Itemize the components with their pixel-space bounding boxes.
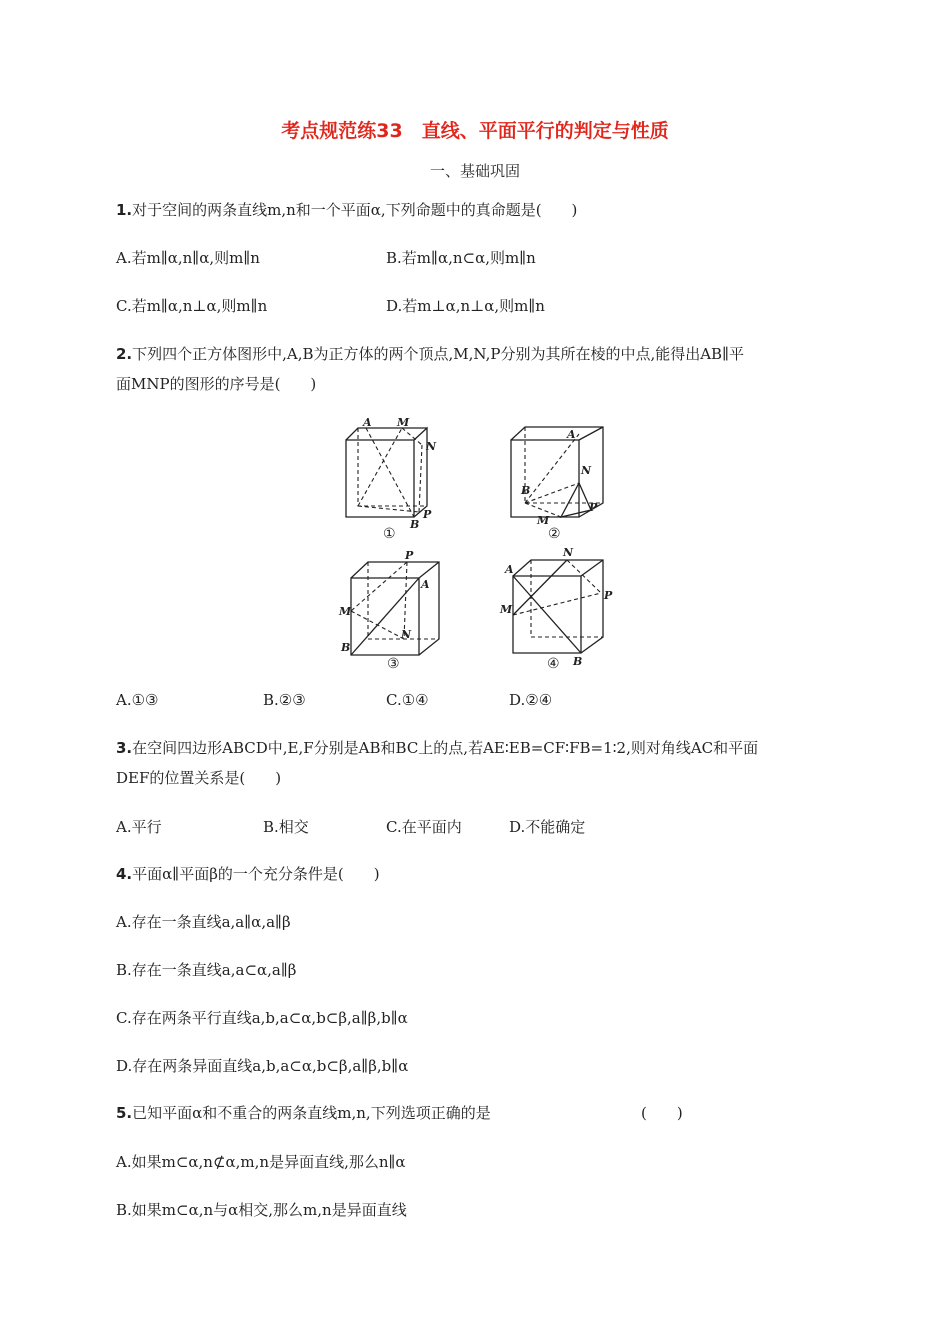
- label-m: M: [397, 416, 410, 429]
- label-n: N: [581, 464, 592, 477]
- cube-figure-4: [497, 543, 617, 676]
- label-n: N: [563, 546, 574, 559]
- question-number: 4.: [116, 865, 133, 883]
- cube-figure-2: [495, 410, 615, 545]
- question-3-option-c: C.在平面内: [386, 818, 462, 836]
- section-heading: 一、基础巩固: [429, 162, 520, 180]
- question-1-option-a: A.若m∥α,n∥α,则m∥n: [116, 249, 260, 267]
- question-text: 在空间四边形ABCD中,E,F分别是AB和BC上的点,若AE∶EB=CF∶FB=1∶2,则对角线AC和平面: [132, 739, 759, 757]
- question-number: 5.: [116, 1104, 133, 1122]
- question-4-option-b: B.存在一条直线a,a⊂α,a∥β: [116, 961, 297, 979]
- figure-caption: ④: [547, 656, 560, 672]
- figure-caption: ①: [383, 526, 396, 542]
- label-m: M: [537, 514, 550, 527]
- figure-caption: ②: [548, 526, 561, 542]
- question-text: 已知平面α和不重合的两条直线m,n,下列选项正确的是: [132, 1104, 491, 1122]
- label-a: A: [363, 416, 372, 429]
- label-b: B: [573, 655, 583, 668]
- label-p: P: [423, 508, 432, 521]
- question-text: 对于空间的两条直线m,n和一个平面α,下列命题中的真命题是( ): [132, 201, 578, 219]
- question-3-stem: [116, 738, 758, 758]
- question-number: 2.: [116, 345, 133, 363]
- question-2-stem-cont: 面MNP的图形的序号是( ): [116, 375, 317, 393]
- question-2-option-c: C.①④: [386, 691, 429, 709]
- question-text: 平面α∥平面β的一个充分条件是( ): [132, 865, 380, 883]
- question-1-option-d: D.若m⊥α,n⊥α,则m∥n: [386, 297, 545, 315]
- label-p: P: [604, 589, 613, 602]
- question-4-stem: [116, 864, 380, 884]
- question-3-option-d: D.不能确定: [509, 818, 586, 836]
- cube-figure-3: [335, 548, 455, 676]
- page-title: 考点规范练33 直线、平面平行的判定与性质: [281, 120, 669, 142]
- label-p: P: [405, 549, 414, 562]
- label-a: A: [567, 428, 576, 441]
- label-n: N: [426, 440, 437, 453]
- question-1-option-c: C.若m∥α,n⊥α,则m∥n: [116, 297, 268, 315]
- question-2-stem: [116, 344, 744, 364]
- question-4-option-a: A.存在一条直线a,a∥α,a∥β: [116, 913, 291, 931]
- question-4-option-d: D.存在两条异面直线a,b,a⊂α,b⊂β,a∥β,b∥α: [116, 1057, 409, 1075]
- question-text: 下列四个正方体图形中,A,B为正方体的两个顶点,M,N,P分别为其所在棱的中点,能得出AB∥平: [132, 345, 745, 363]
- question-5-stem: [116, 1103, 491, 1123]
- question-3-option-a: A.平行: [116, 818, 162, 836]
- cube-figure-1: [330, 410, 450, 545]
- label-n: N: [401, 628, 412, 641]
- label-b: B: [521, 484, 531, 497]
- question-2-option-a: A.①③: [116, 691, 159, 709]
- label-b: B: [410, 518, 420, 531]
- answer-bracket: ( ): [641, 1104, 683, 1122]
- question-4-option-c: C.存在两条平行直线a,b,a⊂α,b⊂β,a∥β,b∥α: [116, 1009, 408, 1027]
- label-m: M: [500, 603, 513, 616]
- question-number: 1.: [116, 201, 133, 219]
- question-2-option-d: D.②④: [509, 691, 553, 709]
- question-2-option-b: B.②③: [263, 691, 306, 709]
- question-5-option-a: A.如果m⊂α,n⊄α,m,n是异面直线,那么n∥α: [116, 1153, 406, 1171]
- label-a: A: [505, 563, 514, 576]
- question-3-option-b: B.相交: [263, 818, 309, 836]
- question-number: 3.: [116, 739, 133, 757]
- question-1-option-b: B.若m∥α,n⊂α,则m∥n: [386, 249, 536, 267]
- label-m: M: [339, 605, 352, 618]
- question-5-option-b: B.如果m⊂α,n与α相交,那么m,n是异面直线: [116, 1201, 407, 1219]
- label-a: A: [421, 578, 430, 591]
- question-3-stem-cont: DEF的位置关系是( ): [116, 769, 282, 787]
- label-p: P: [589, 501, 598, 514]
- figure-caption: ③: [387, 656, 400, 672]
- question-1-stem: [116, 200, 577, 220]
- label-b: B: [341, 641, 351, 654]
